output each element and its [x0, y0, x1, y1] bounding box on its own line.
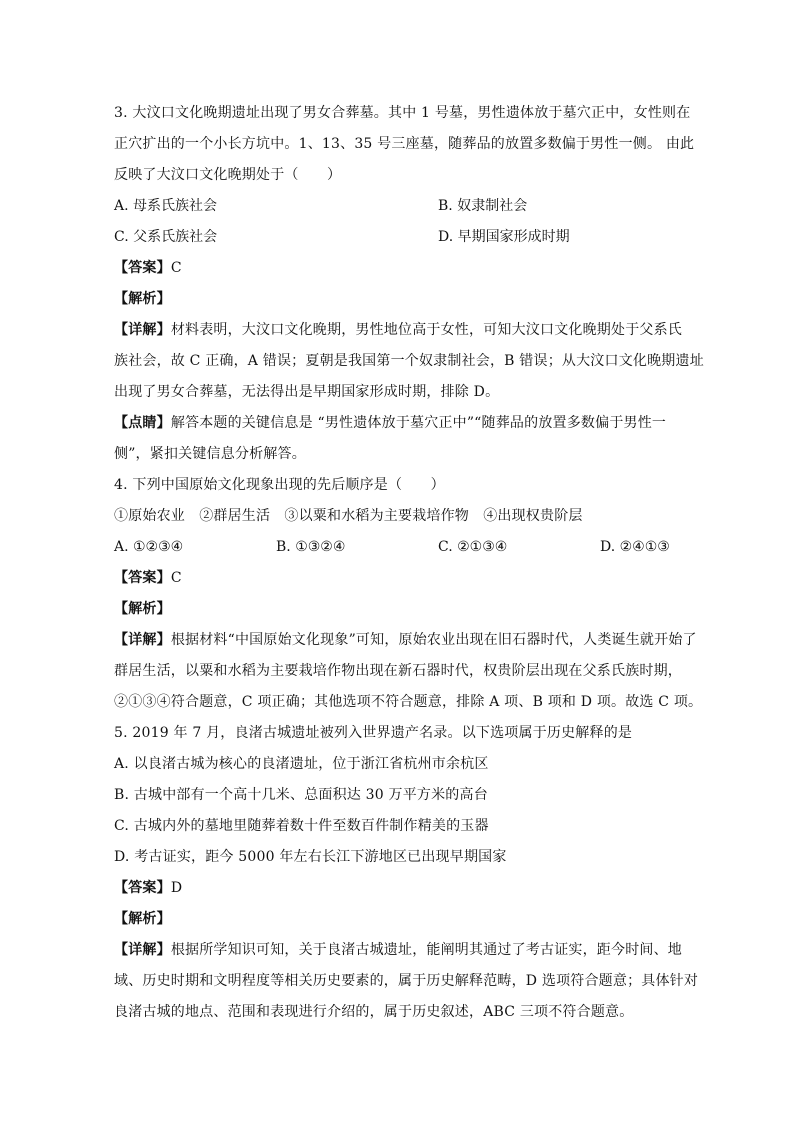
answer-tag: 【答案】 — [114, 880, 171, 896]
question-3-stem-line-2: 正穴扩出的一个小长方坑中。1、13、35 号三座墓，随葬品的放置多数偏于男性一侧。 由此 — [114, 136, 695, 152]
question-3-options-row-1 — [114, 191, 684, 222]
question-5-detail-line-2: 域、历史时期和文明程度等相关历史要素的，属于历史解释范畴，D 选项符合题意；具体针对 — [114, 973, 699, 989]
question-5-detail-line-1 — [114, 935, 684, 966]
answer-tag: 【答案】 — [114, 260, 171, 276]
detail-text: 根据所学知识可知，关于良渚古城遗址，能阐明其通过了考古证实，距今时间、地 — [170, 942, 683, 958]
question-5-option-a: A. 以良渚古城为核心的良渚遗址，位于浙江省杭州市余杭区 — [114, 756, 489, 772]
analysis-tag: 【解析】 — [114, 291, 171, 307]
question-3-option-c: C. 父系氏族社会 — [114, 229, 218, 245]
question-3-stem-line-1: 3. 大汶口文化晚期遗址出现了男女合葬墓。其中 1 号墓，男性遗体放于墓穴正中，女性则在 — [114, 105, 691, 121]
question-4-stem: 4. 下列中国原始文化现象出现的先后顺序是（ ） — [114, 477, 445, 493]
question-4-answer — [114, 563, 684, 594]
analysis-tag: 【解析】 — [114, 911, 171, 927]
question-5-stem: 5. 2019 年 7 月，良渚古城遗址被列入世界遗产名录。以下选项属于历史解释的是 — [114, 725, 633, 741]
answer-value: C — [170, 260, 182, 276]
detail-text: 材料表明，大汶口文化晚期，男性地位高于女性，可知大汶口文化晚期处于父系氏 — [170, 322, 683, 338]
tip-tag: 【点睛】 — [114, 415, 171, 431]
question-5-analysis — [114, 904, 684, 935]
question-4-detail-line-1 — [114, 625, 697, 656]
document-page — [114, 98, 704, 1028]
answer-tag: 【答案】 — [114, 570, 171, 586]
question-3-detail-line-2: 族社会，故 C 正确，A 错误；夏朝是我国第一个奴隶制社会，B 错误；从大汶口文化晚期遗址 — [114, 353, 704, 369]
question-5-answer — [114, 873, 684, 904]
question-4-items: ①原始农业 ②群居生活 ③以粟和水稻为主要栽培作物 ④出现权贵阶层 — [114, 508, 583, 524]
question-4-option-c: C. ②①③④ — [438, 539, 508, 555]
detail-text: 根据材料“中国原始文化现象”可知，原始农业出现在旧石器时代，人类诞生就开始了 — [170, 632, 697, 648]
question-4-option-a: A. ①②③④ — [114, 539, 184, 555]
question-3-detail-line-1 — [114, 315, 684, 346]
question-4-options-row — [114, 532, 684, 563]
question-4-detail-line-2: 群居生活，以粟和水稻为主要栽培作物出现在新石器时代，权贵阶层出现在父系氏族时期， — [114, 663, 682, 679]
question-5-option-d: D. 考古证实，距今 5000 年左右长江下游地区已出现早期国家 — [114, 849, 507, 865]
question-5 — [114, 718, 699, 1028]
question-3 — [114, 98, 704, 470]
question-3-option-d: D. 早期国家形成时期 — [438, 229, 570, 245]
answer-value: D — [170, 880, 183, 896]
question-3-tip-line-2: 侧”，紧扣关键信息分析解答。 — [114, 446, 306, 462]
question-3-answer — [114, 253, 684, 284]
question-5-detail-line-3: 良渚古城的地点、范围和表现进行介绍的，属于历史叙述，ABC 三项不符合题意。 — [114, 1004, 634, 1020]
question-3-option-a: A. 母系氏族社会 — [114, 198, 218, 214]
question-3-stem-line-3: 反映了大汶口文化晚期处于（ ） — [114, 167, 342, 183]
question-4-option-b: B. ①③②④ — [276, 539, 346, 555]
question-5-option-b: B. 古城中部有一个高十几米、总面积达 30 万平方米的高台 — [114, 787, 488, 803]
detail-tag: 【详解】 — [114, 632, 171, 648]
question-4 — [114, 470, 703, 718]
question-3-options-row-2 — [114, 222, 684, 253]
question-4-option-d: D. ②④①③ — [600, 539, 670, 555]
question-4-detail-line-3: ②①③④符合题意，C 项正确；其他选项不符合题意，排除 A 项、B 项和 D 项。故选 C 项。 — [114, 694, 703, 710]
analysis-tag: 【解析】 — [114, 601, 171, 617]
question-3-tip-line-1 — [114, 408, 684, 439]
detail-tag: 【详解】 — [114, 322, 171, 338]
answer-value: C — [170, 570, 182, 586]
detail-tag: 【详解】 — [114, 942, 171, 958]
question-3-detail-line-3: 出现了男女合葬墓，无法得出是早期国家形成时期，排除 D。 — [114, 384, 500, 400]
question-3-analysis — [114, 284, 684, 315]
question-5-option-c: C. 古城内外的墓地里随葬着数十件至数百件制作精美的玉器 — [114, 818, 489, 834]
question-3-option-b: B. 奴隶制社会 — [438, 198, 528, 214]
question-4-analysis — [114, 594, 684, 625]
tip-text: 解答本题的关键信息是 “男性遗体放于墓穴正中”“随葬品的放置多数偏于男性一 — [170, 415, 667, 431]
